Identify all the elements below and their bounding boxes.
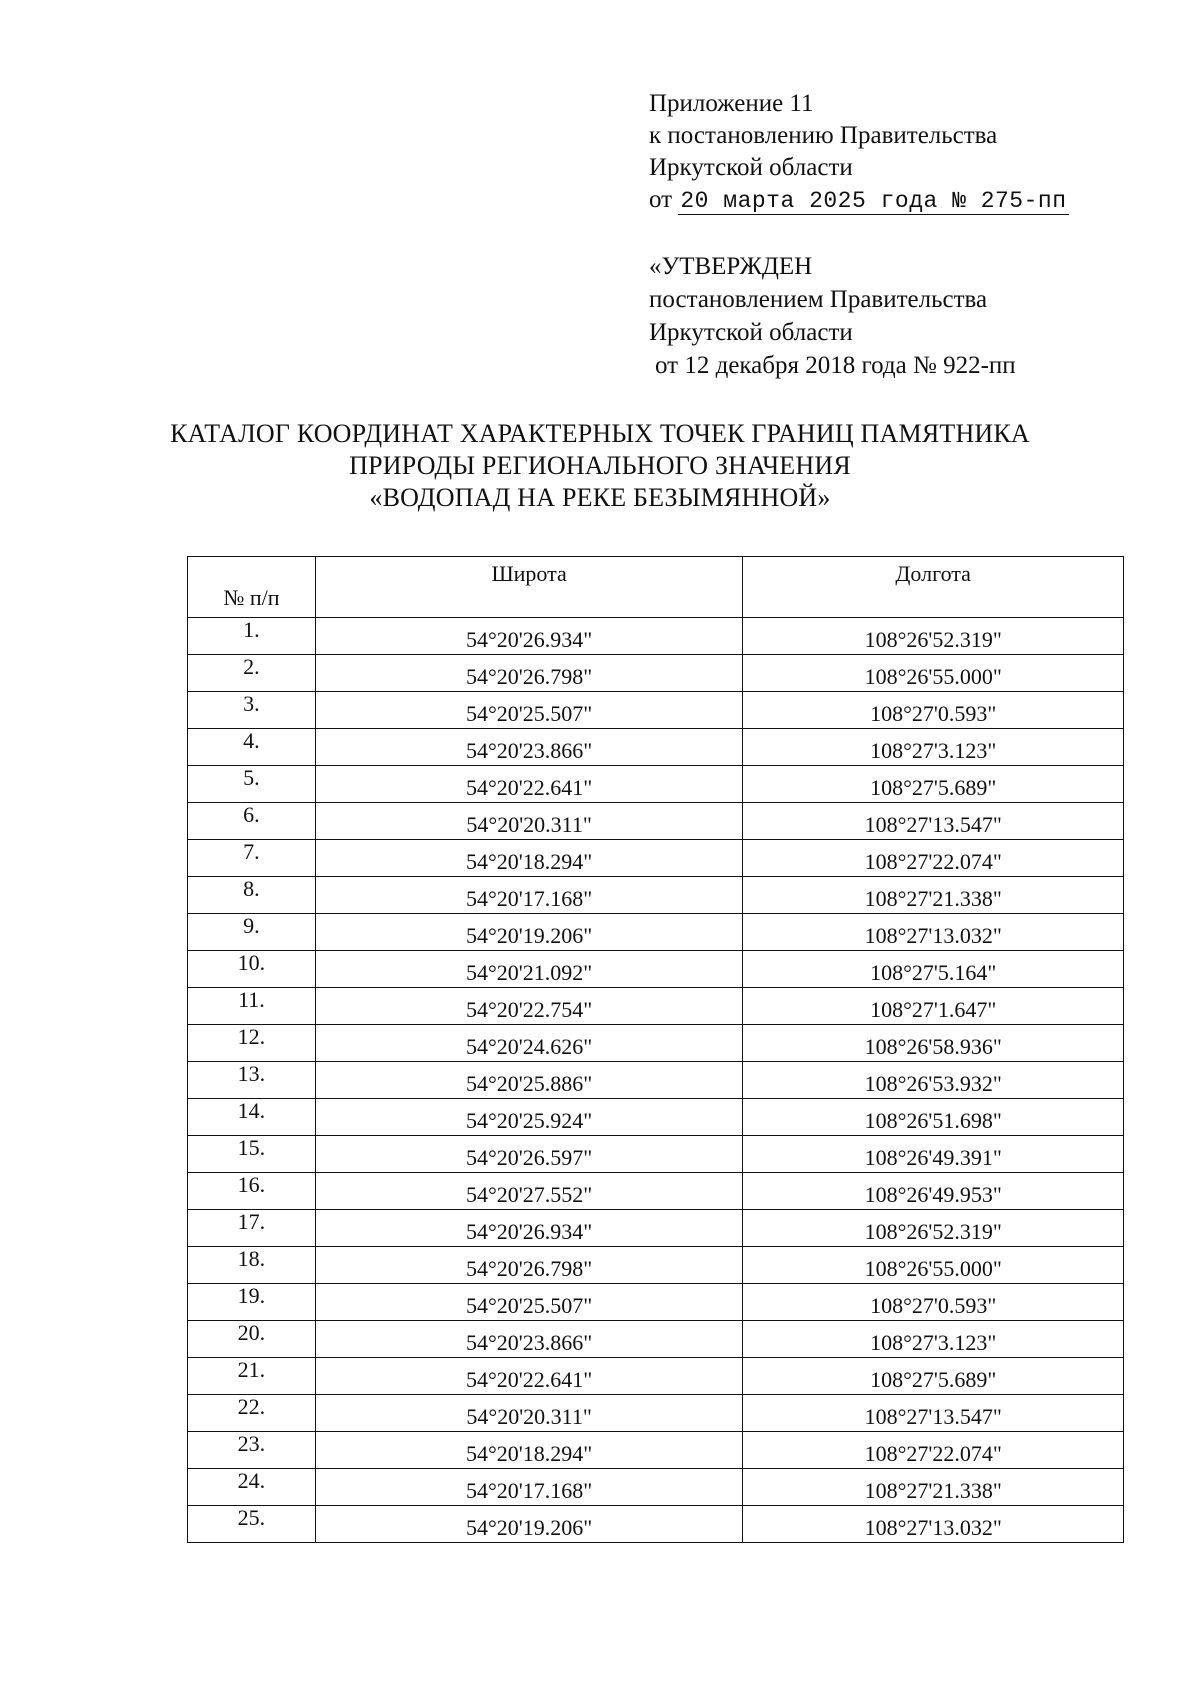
latitude-cell: 54°20'26.798": [315, 1247, 743, 1284]
approval-block: [649, 250, 1016, 382]
point-number: 24.: [188, 1469, 316, 1506]
longitude-cell: 108°26'52.319": [743, 618, 1124, 655]
approval-region: Иркутской области: [649, 319, 853, 346]
point-number: 8.: [188, 877, 316, 914]
latitude-cell: 54°20'20.311": [315, 1395, 743, 1432]
point-number: 1.: [188, 618, 316, 655]
appendix-region-line: Иркутской области: [649, 154, 853, 181]
approval-authority: постановлением Правительства: [649, 286, 988, 313]
longitude-cell: 108°27'21.338": [743, 877, 1124, 914]
latitude-cell: 54°20'19.206": [315, 1506, 743, 1543]
point-number: 15.: [188, 1136, 316, 1173]
title-line-1: КАТАЛОГ КООРДИНАТ ХАРАКТЕРНЫХ ТОЧЕК ГРАНИЦ ПАМЯТНИКА: [170, 419, 1030, 448]
longitude-cell: 108°26'49.953": [743, 1173, 1124, 1210]
appendix-number: Приложение 11: [649, 90, 814, 117]
longitude-cell: 108°27'5.164": [743, 951, 1124, 988]
latitude-cell: 54°20'19.206": [315, 914, 743, 951]
table-row: [188, 1284, 1124, 1321]
longitude-cell: 108°27'1.647": [743, 988, 1124, 1025]
table-row: [188, 1321, 1124, 1358]
point-number: 20.: [188, 1321, 316, 1358]
appendix-header: [649, 88, 1069, 217]
table-row: [188, 1395, 1124, 1432]
point-number: 22.: [188, 1395, 316, 1432]
point-number: 2.: [188, 655, 316, 692]
table-row: [188, 1210, 1124, 1247]
table-row: [188, 692, 1124, 729]
latitude-cell: 54°20'20.311": [315, 803, 743, 840]
longitude-cell: 108°26'49.391": [743, 1136, 1124, 1173]
longitude-cell: 108°26'58.936": [743, 1025, 1124, 1062]
table-row: [188, 766, 1124, 803]
point-number: 9.: [188, 914, 316, 951]
longitude-cell: 108°27'13.547": [743, 1395, 1124, 1432]
longitude-cell: 108°27'21.338": [743, 1469, 1124, 1506]
table-row: [188, 655, 1124, 692]
longitude-cell: 108°27'22.074": [743, 840, 1124, 877]
longitude-cell: 108°27'13.547": [743, 803, 1124, 840]
longitude-cell: 108°27'22.074": [743, 1432, 1124, 1469]
header-latitude: Широта: [315, 557, 743, 618]
title-line-2: ПРИРОДЫ РЕГИОНАЛЬНОГО ЗНАЧЕНИЯ: [349, 451, 851, 480]
longitude-cell: 108°27'13.032": [743, 914, 1124, 951]
longitude-cell: 108°26'53.932": [743, 1062, 1124, 1099]
table-row: [188, 877, 1124, 914]
table-row: [188, 618, 1124, 655]
latitude-cell: 54°20'21.092": [315, 951, 743, 988]
longitude-cell: 108°26'51.698": [743, 1099, 1124, 1136]
table-row: [188, 1025, 1124, 1062]
table-row: [188, 988, 1124, 1025]
point-number: 10.: [188, 951, 316, 988]
longitude-cell: 108°27'0.593": [743, 692, 1124, 729]
latitude-cell: 54°20'26.798": [315, 655, 743, 692]
latitude-cell: 54°20'25.924": [315, 1099, 743, 1136]
table-row: [188, 729, 1124, 766]
title-line-3: «ВОДОПАД НА РЕКЕ БЕЗЫМЯННОЙ»: [369, 483, 831, 512]
appendix-date-prefix: от: [649, 186, 673, 213]
point-number: 18.: [188, 1247, 316, 1284]
point-number: 13.: [188, 1062, 316, 1099]
point-number: 11.: [188, 988, 316, 1025]
table-row: [188, 1469, 1124, 1506]
table-row: [188, 914, 1124, 951]
table-row: [188, 1432, 1124, 1469]
appendix-ref-line: к постановлению Правительства: [649, 122, 998, 149]
latitude-cell: 54°20'22.641": [315, 1358, 743, 1395]
header-number: № п/п: [188, 557, 316, 618]
table-row: [188, 1173, 1124, 1210]
longitude-cell: 108°27'13.032": [743, 1506, 1124, 1543]
point-number: 21.: [188, 1358, 316, 1395]
latitude-cell: 54°20'25.886": [315, 1062, 743, 1099]
point-number: 25.: [188, 1506, 316, 1543]
point-number: 4.: [188, 729, 316, 766]
table-row: [188, 1136, 1124, 1173]
approval-date: от 12 декабря 2018 года № 922-пп: [655, 352, 1016, 379]
point-number: 23.: [188, 1432, 316, 1469]
latitude-cell: 54°20'24.626": [315, 1025, 743, 1062]
longitude-cell: 108°27'5.689": [743, 766, 1124, 803]
header-longitude: Долгота: [743, 557, 1124, 618]
longitude-cell: 108°26'55.000": [743, 655, 1124, 692]
latitude-cell: 54°20'25.507": [315, 1284, 743, 1321]
point-number: 16.: [188, 1173, 316, 1210]
point-number: 3.: [188, 692, 316, 729]
approval-heading: «УТВЕРЖДЕН: [649, 253, 813, 280]
table-row: [188, 1247, 1124, 1284]
longitude-cell: 108°27'3.123": [743, 729, 1124, 766]
appendix-date-line: [649, 184, 1069, 217]
latitude-cell: 54°20'26.597": [315, 1136, 743, 1173]
document-title: [0, 418, 1200, 514]
table-row: [188, 951, 1124, 988]
latitude-cell: 54°20'17.168": [315, 877, 743, 914]
latitude-cell: 54°20'18.294": [315, 1432, 743, 1469]
point-number: 19.: [188, 1284, 316, 1321]
longitude-cell: 108°27'0.593": [743, 1284, 1124, 1321]
latitude-cell: 54°20'18.294": [315, 840, 743, 877]
longitude-cell: 108°26'55.000": [743, 1247, 1124, 1284]
longitude-cell: 108°26'52.319": [743, 1210, 1124, 1247]
longitude-cell: 108°27'5.689": [743, 1358, 1124, 1395]
registration-stamp: 20 марта 2025 года № 275-пп: [680, 188, 1067, 214]
table-row: [188, 1099, 1124, 1136]
point-number: 12.: [188, 1025, 316, 1062]
table-row: [188, 840, 1124, 877]
coordinates-table: [187, 556, 1124, 1543]
point-number: 5.: [188, 766, 316, 803]
latitude-cell: 54°20'17.168": [315, 1469, 743, 1506]
table-header-row: [188, 557, 1124, 618]
latitude-cell: 54°20'23.866": [315, 1321, 743, 1358]
latitude-cell: 54°20'25.507": [315, 692, 743, 729]
table-row: [188, 803, 1124, 840]
latitude-cell: 54°20'22.754": [315, 988, 743, 1025]
point-number: 7.: [188, 840, 316, 877]
latitude-cell: 54°20'22.641": [315, 766, 743, 803]
latitude-cell: 54°20'26.934": [315, 618, 743, 655]
table-body: [188, 618, 1124, 1543]
latitude-cell: 54°20'23.866": [315, 729, 743, 766]
table-row: [188, 1506, 1124, 1543]
point-number: 17.: [188, 1210, 316, 1247]
point-number: 14.: [188, 1099, 316, 1136]
longitude-cell: 108°27'3.123": [743, 1321, 1124, 1358]
table-row: [188, 1358, 1124, 1395]
latitude-cell: 54°20'27.552": [315, 1173, 743, 1210]
latitude-cell: 54°20'26.934": [315, 1210, 743, 1247]
point-number: 6.: [188, 803, 316, 840]
table-row: [188, 1062, 1124, 1099]
